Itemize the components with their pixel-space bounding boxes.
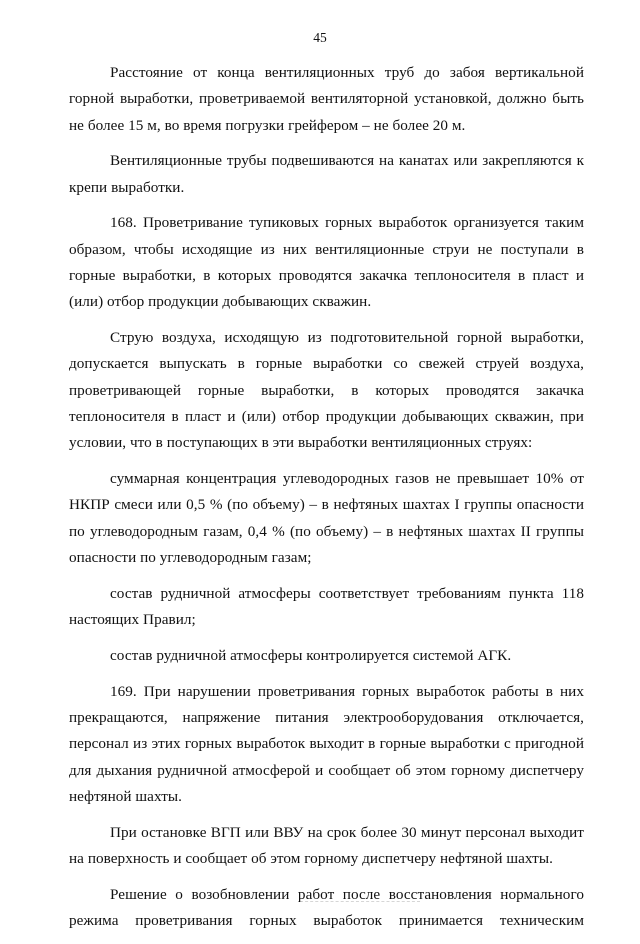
paragraph: При остановке ВГП или ВВУ на срок более 30 минут персонал выходит на поверхность и сообщает об этом горному диспетчеру нефтяной шахты. bbox=[69, 823, 584, 868]
document-body bbox=[69, 60, 584, 944]
paragraph: 169. При нарушении проветривания горных выработок работы в них прекращаются, напряжение питания электрооборудования отключается, персонал из этих горных выработок выходит в горные выработки с пригодной для дыхания рудничной атмосферой и сообщает об этом горному диспетчеру нефтяной шахты. bbox=[69, 682, 584, 805]
paragraph: Расстояние от конца вентиляционных труб до забоя вертикальной горной выработки, проветриваемой вентиляторной установкой, должно быть не более 15 м, во время погрузки грейфером – не более 20 м. bbox=[69, 64, 584, 134]
paragraph: Струю воздуха, исходящую из подготовительной горной выработки, допускается выпускать в горные выработки со свежей струей воздуха, проветривающей горные выработки, в которых проводятся закачка теплоносителя в пласт и (или) отбор продукции добывающих скважин, при условии, что в поступающих в эти выработки вентиляционных струях: bbox=[69, 329, 584, 452]
paragraph: Вентиляционные трубы подвешиваются на канатах или закрепляются к крепи выработки. bbox=[69, 152, 584, 196]
scan-edge-mark bbox=[300, 901, 420, 905]
paragraph: суммарная концентрация углеводородных газов не превышает 10% от НКПР смеси или 0,5 % (по объему) – в нефтяных шахтах I группы опасности по углеводородным газам, 0,4 % (по объему) – в нефтяных шахтах II группы опасности по углеводородным газам; bbox=[69, 470, 584, 567]
paragraph: состав рудничной атмосферы контролируется системой АГК. bbox=[110, 646, 512, 664]
paragraph: 168. Проветривание тупиковых горных выработок организуется таким образом, чтобы исходящие из них вентиляционные струи не поступали в горные выработки, в которых проводятся закачка теплоносителя в пласт и (или) отбор продукции добывающих скважин. bbox=[69, 214, 584, 311]
paragraph: состав рудничной атмосферы соответствует требованиям пункта 118 настоящих Правил; bbox=[69, 584, 584, 629]
page-number: 45 bbox=[313, 30, 327, 45]
paragraph-continued: Решение о возобновлении работ после восстановления нормального режима проветривания горных выработок принимается техническим bbox=[69, 885, 584, 930]
